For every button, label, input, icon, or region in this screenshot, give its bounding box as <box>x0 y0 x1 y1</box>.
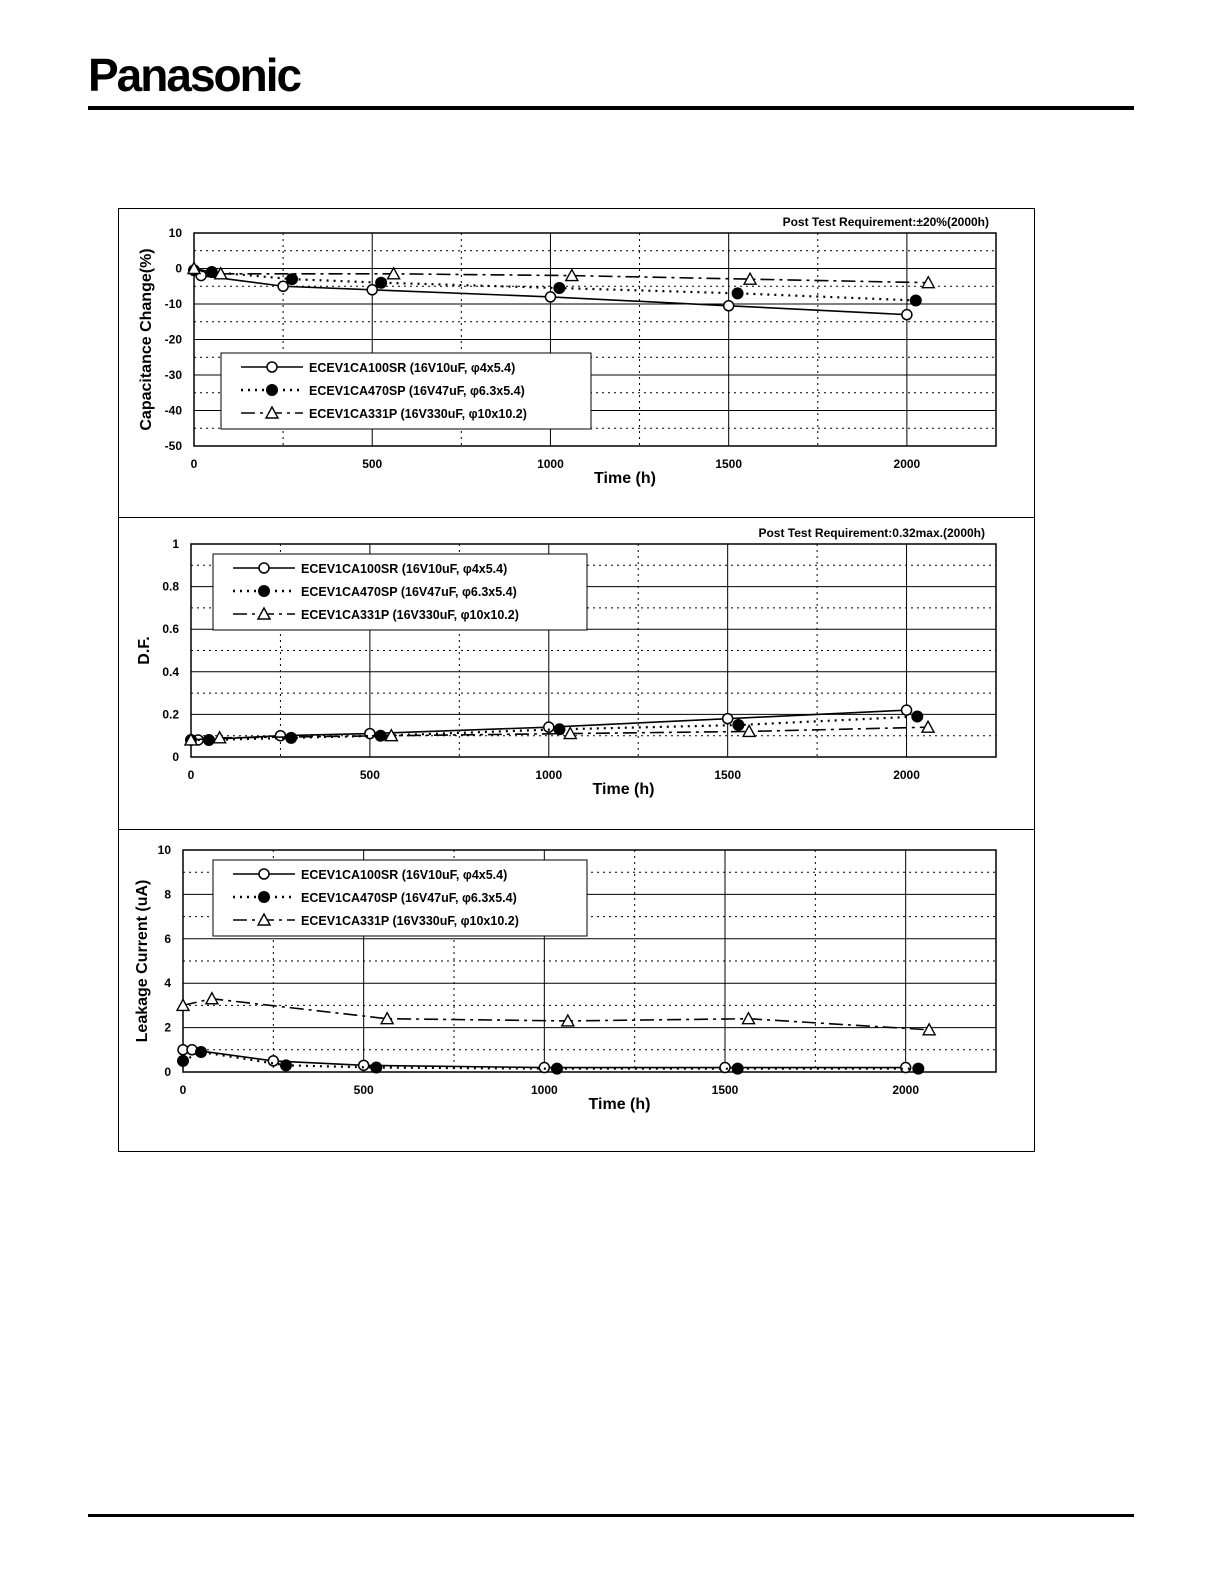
data-point <box>203 734 214 745</box>
legend <box>213 860 587 936</box>
legend <box>221 353 591 429</box>
data-point <box>278 281 288 291</box>
data-point <box>359 1060 369 1070</box>
x-tick-label: 2000 <box>893 768 920 782</box>
data-point <box>724 301 734 311</box>
legend-label: ECEV1CA331P (16V330uF, φ10x10.2) <box>301 914 519 928</box>
x-tick-label: 2000 <box>893 457 921 471</box>
x-tick-label: 2000 <box>892 1083 920 1097</box>
y-tick-label: 0.4 <box>162 664 179 679</box>
x-tick-label: 0 <box>190 457 198 471</box>
data-point <box>371 1062 382 1073</box>
data-point <box>280 1060 291 1071</box>
y-tick-label: 6 <box>164 931 171 946</box>
y-tick-label: 0.8 <box>162 579 179 594</box>
data-point <box>732 1063 743 1074</box>
y-axis-title: Capacitance Change(%) <box>138 248 155 431</box>
data-point <box>910 295 921 306</box>
y-tick-label: 8 <box>164 887 171 902</box>
data-point <box>287 274 298 285</box>
data-point <box>723 714 733 724</box>
header-rule <box>88 106 1134 110</box>
legend-label: ECEV1CA100SR (16V10uF, φ4x5.4) <box>309 361 516 375</box>
legend-label: ECEV1CA331P (16V330uF, φ10x10.2) <box>309 407 527 421</box>
data-point <box>720 1063 730 1073</box>
x-tick-label: 1500 <box>714 768 742 782</box>
legend-label: ECEV1CA470SP (16V47uF, φ6.3x5.4) <box>309 384 525 398</box>
capacitance-chart <box>119 209 1034 517</box>
data-point <box>902 705 912 715</box>
y-tick-label: -10 <box>164 297 182 311</box>
data-point <box>912 711 923 722</box>
data-point <box>259 563 269 573</box>
data-point <box>196 1047 207 1058</box>
x-tick-label: 0 <box>179 1083 187 1097</box>
legend-label: ECEV1CA331P (16V330uF, φ10x10.2) <box>301 608 519 622</box>
data-point <box>376 277 387 288</box>
chart-panel-capacitance <box>119 209 1034 517</box>
data-point <box>178 1055 189 1066</box>
data-point <box>286 732 297 743</box>
x-tick-label: 1000 <box>530 1083 558 1097</box>
data-point <box>902 310 912 320</box>
data-point <box>367 285 377 295</box>
data-point <box>545 292 555 302</box>
data-point <box>259 586 270 597</box>
data-point <box>259 869 269 879</box>
data-point <box>554 283 565 294</box>
y-tick-label: 1 <box>172 537 179 551</box>
chart-figure <box>118 208 1035 1152</box>
chart-panel-leakage <box>119 829 1034 1152</box>
y-tick-label: -40 <box>164 403 182 418</box>
legend-label: ECEV1CA470SP (16V47uF, φ6.3x5.4) <box>301 585 517 599</box>
data-point <box>267 385 278 396</box>
data-point <box>732 288 743 299</box>
requirement-note: Post Test Requirement:0.32max.(2000h) <box>758 526 985 540</box>
y-tick-label: 0 <box>172 750 179 764</box>
x-axis-title: Time (h) <box>594 470 656 487</box>
x-tick-label: 500 <box>359 768 380 782</box>
data-point <box>913 1063 924 1074</box>
requirement-note: Post Test Requirement:±20%(2000h) <box>782 215 989 229</box>
legend <box>213 554 587 630</box>
df-chart <box>119 518 1034 830</box>
y-tick-label: 4 <box>164 976 171 991</box>
x-tick-label: 1500 <box>711 1083 739 1097</box>
y-tick-label: 0.2 <box>162 707 179 722</box>
legend-label: ECEV1CA470SP (16V47uF, φ6.3x5.4) <box>301 891 517 905</box>
y-axis-title: D.F. <box>136 636 153 665</box>
y-tick-label: -20 <box>164 332 182 347</box>
x-tick-label: 1000 <box>535 768 563 782</box>
y-tick-label: 0 <box>164 1065 171 1079</box>
x-axis-title: Time (h) <box>588 1096 651 1113</box>
x-tick-label: 0 <box>187 768 195 782</box>
x-axis-title: Time (h) <box>592 781 655 798</box>
legend-label: ECEV1CA100SR (16V10uF, φ4x5.4) <box>301 868 508 882</box>
data-point <box>901 1063 911 1073</box>
data-point <box>267 362 277 372</box>
footer-rule <box>88 1514 1134 1517</box>
x-tick-label: 500 <box>362 457 383 471</box>
y-axis-title: Leakage Current (uA) <box>134 879 151 1043</box>
y-tick-label: 10 <box>157 843 171 857</box>
y-tick-label: 0 <box>175 261 182 276</box>
x-tick-label: 500 <box>353 1083 374 1097</box>
x-tick-label: 1500 <box>715 457 743 471</box>
y-tick-label: 0.6 <box>162 622 179 637</box>
data-point <box>268 1056 278 1066</box>
chart-panel-df <box>119 517 1034 830</box>
brand-logo: Panasonic <box>88 49 301 101</box>
x-tick-label: 1000 <box>537 457 564 471</box>
data-point <box>259 892 270 903</box>
y-tick-label: 10 <box>168 226 182 240</box>
data-point <box>551 1063 562 1074</box>
leakage-chart <box>119 830 1034 1152</box>
legend-label: ECEV1CA100SR (16V10uF, φ4x5.4) <box>301 562 508 576</box>
y-tick-label: 2 <box>164 1020 171 1035</box>
y-tick-label: -50 <box>164 439 182 453</box>
data-point <box>733 720 744 731</box>
y-tick-label: -30 <box>164 368 182 382</box>
